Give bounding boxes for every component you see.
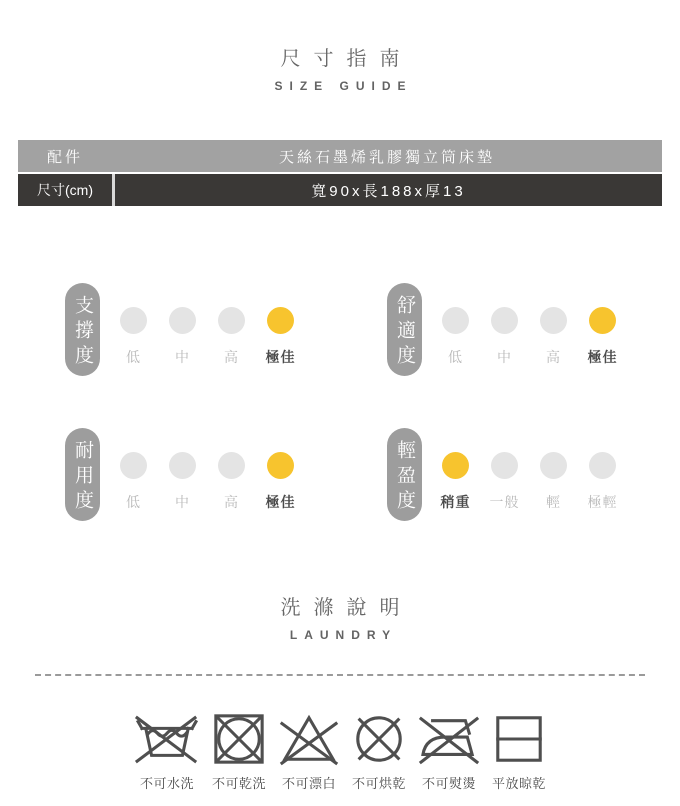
rating-dot (218, 452, 245, 479)
rating-dot (491, 452, 518, 479)
laundry-item-no-iron (418, 712, 480, 792)
rating-level-label: 極佳 (265, 348, 296, 365)
laundry-header (0, 597, 680, 641)
size-label: 尺寸(cm) (18, 174, 112, 206)
no-tumble-dry-icon (352, 712, 406, 766)
rating-pill-comfort: 舒適度 (387, 283, 422, 376)
rating-dot (540, 452, 567, 479)
laundry-item-no-dry-clean (212, 712, 266, 792)
rating-level-label: 極佳 (587, 348, 618, 365)
rating-level-label: 低 (126, 493, 141, 510)
rating-block-lightness (340, 428, 662, 521)
dry-flat-icon (492, 712, 546, 766)
rating-level-label: 低 (126, 348, 141, 365)
no-wash-icon (134, 712, 200, 766)
rating-dot (120, 452, 147, 479)
rating-dot (540, 307, 567, 334)
laundry-subtitle: LAUNDRY (289, 628, 398, 642)
laundry-item-no-tumble-dry (352, 712, 406, 792)
no-iron-icon (418, 712, 480, 766)
rating-dot-active (267, 307, 294, 334)
rating-dots (431, 452, 627, 479)
size-guide-subtitle: SIZE GUIDE (274, 79, 413, 93)
rating-level-label: 中 (497, 348, 512, 365)
rating-block-durability (18, 428, 340, 521)
laundry-icons-row (0, 712, 680, 792)
laundry-item-label: 平放晾乾 (492, 776, 547, 791)
dashed-divider (35, 674, 645, 676)
spec-table (18, 140, 662, 206)
rating-dot (169, 307, 196, 334)
table-row-size (18, 174, 662, 206)
rating-dot (169, 452, 196, 479)
rating-dot (218, 307, 245, 334)
rating-level-label: 稍重 (440, 493, 471, 510)
rating-level-label: 一般 (489, 493, 520, 510)
laundry-item-label: 不可烘乾 (351, 776, 406, 791)
rating-dot-active (442, 452, 469, 479)
no-bleach-icon (278, 712, 340, 766)
size-value: 寬90x長188x厚13 (115, 174, 662, 206)
rating-dots (109, 307, 305, 334)
size-guide-title: 尺寸指南 (280, 48, 413, 70)
accessory-label: 配件 (18, 140, 112, 172)
rating-dots (109, 452, 305, 479)
no-dry-clean-icon (212, 712, 266, 766)
rating-levels (109, 492, 305, 512)
rating-level-label: 中 (175, 493, 190, 510)
rating-scale (431, 293, 627, 367)
rating-scale (431, 438, 627, 512)
rating-scale (109, 438, 305, 512)
rating-levels (431, 492, 627, 512)
rating-levels (431, 347, 627, 367)
table-row-accessory (18, 140, 662, 172)
laundry-item-dry-flat (492, 712, 546, 792)
size-guide-header (0, 0, 680, 92)
rating-pill-support: 支撐度 (65, 283, 100, 376)
rating-pill-durability: 耐用度 (65, 428, 100, 521)
rating-level-label: 高 (224, 348, 239, 365)
rating-pill-lightness: 輕盈度 (387, 428, 422, 521)
laundry-item-label: 不可漂白 (281, 776, 336, 791)
rating-dot (120, 307, 147, 334)
laundry-item-label: 不可熨燙 (421, 776, 476, 791)
rating-dot-active (589, 307, 616, 334)
laundry-title: 洗滌說明 (280, 597, 413, 619)
rating-block-support (18, 283, 340, 376)
laundry-item-no-wash (134, 712, 200, 792)
laundry-item-label: 不可水洗 (139, 776, 194, 791)
rating-block-comfort (340, 283, 662, 376)
laundry-item-label: 不可乾洗 (211, 776, 266, 791)
rating-dot (442, 307, 469, 334)
accessory-value: 天絲石墨烯乳膠獨立筒床墊 (112, 140, 662, 172)
rating-dot-active (267, 452, 294, 479)
rating-level-label: 低 (448, 348, 463, 365)
rating-dots (431, 307, 627, 334)
rating-levels (109, 347, 305, 367)
rating-level-label: 極輕 (587, 493, 618, 510)
ratings-grid (18, 283, 662, 521)
rating-level-label: 極佳 (265, 493, 296, 510)
rating-dot (491, 307, 518, 334)
rating-level-label: 中 (175, 348, 190, 365)
rating-level-label: 高 (224, 493, 239, 510)
rating-level-label: 輕 (546, 493, 561, 510)
rating-scale (109, 293, 305, 367)
rating-level-label: 高 (546, 348, 561, 365)
laundry-item-no-bleach (278, 712, 340, 792)
rating-dot (589, 452, 616, 479)
